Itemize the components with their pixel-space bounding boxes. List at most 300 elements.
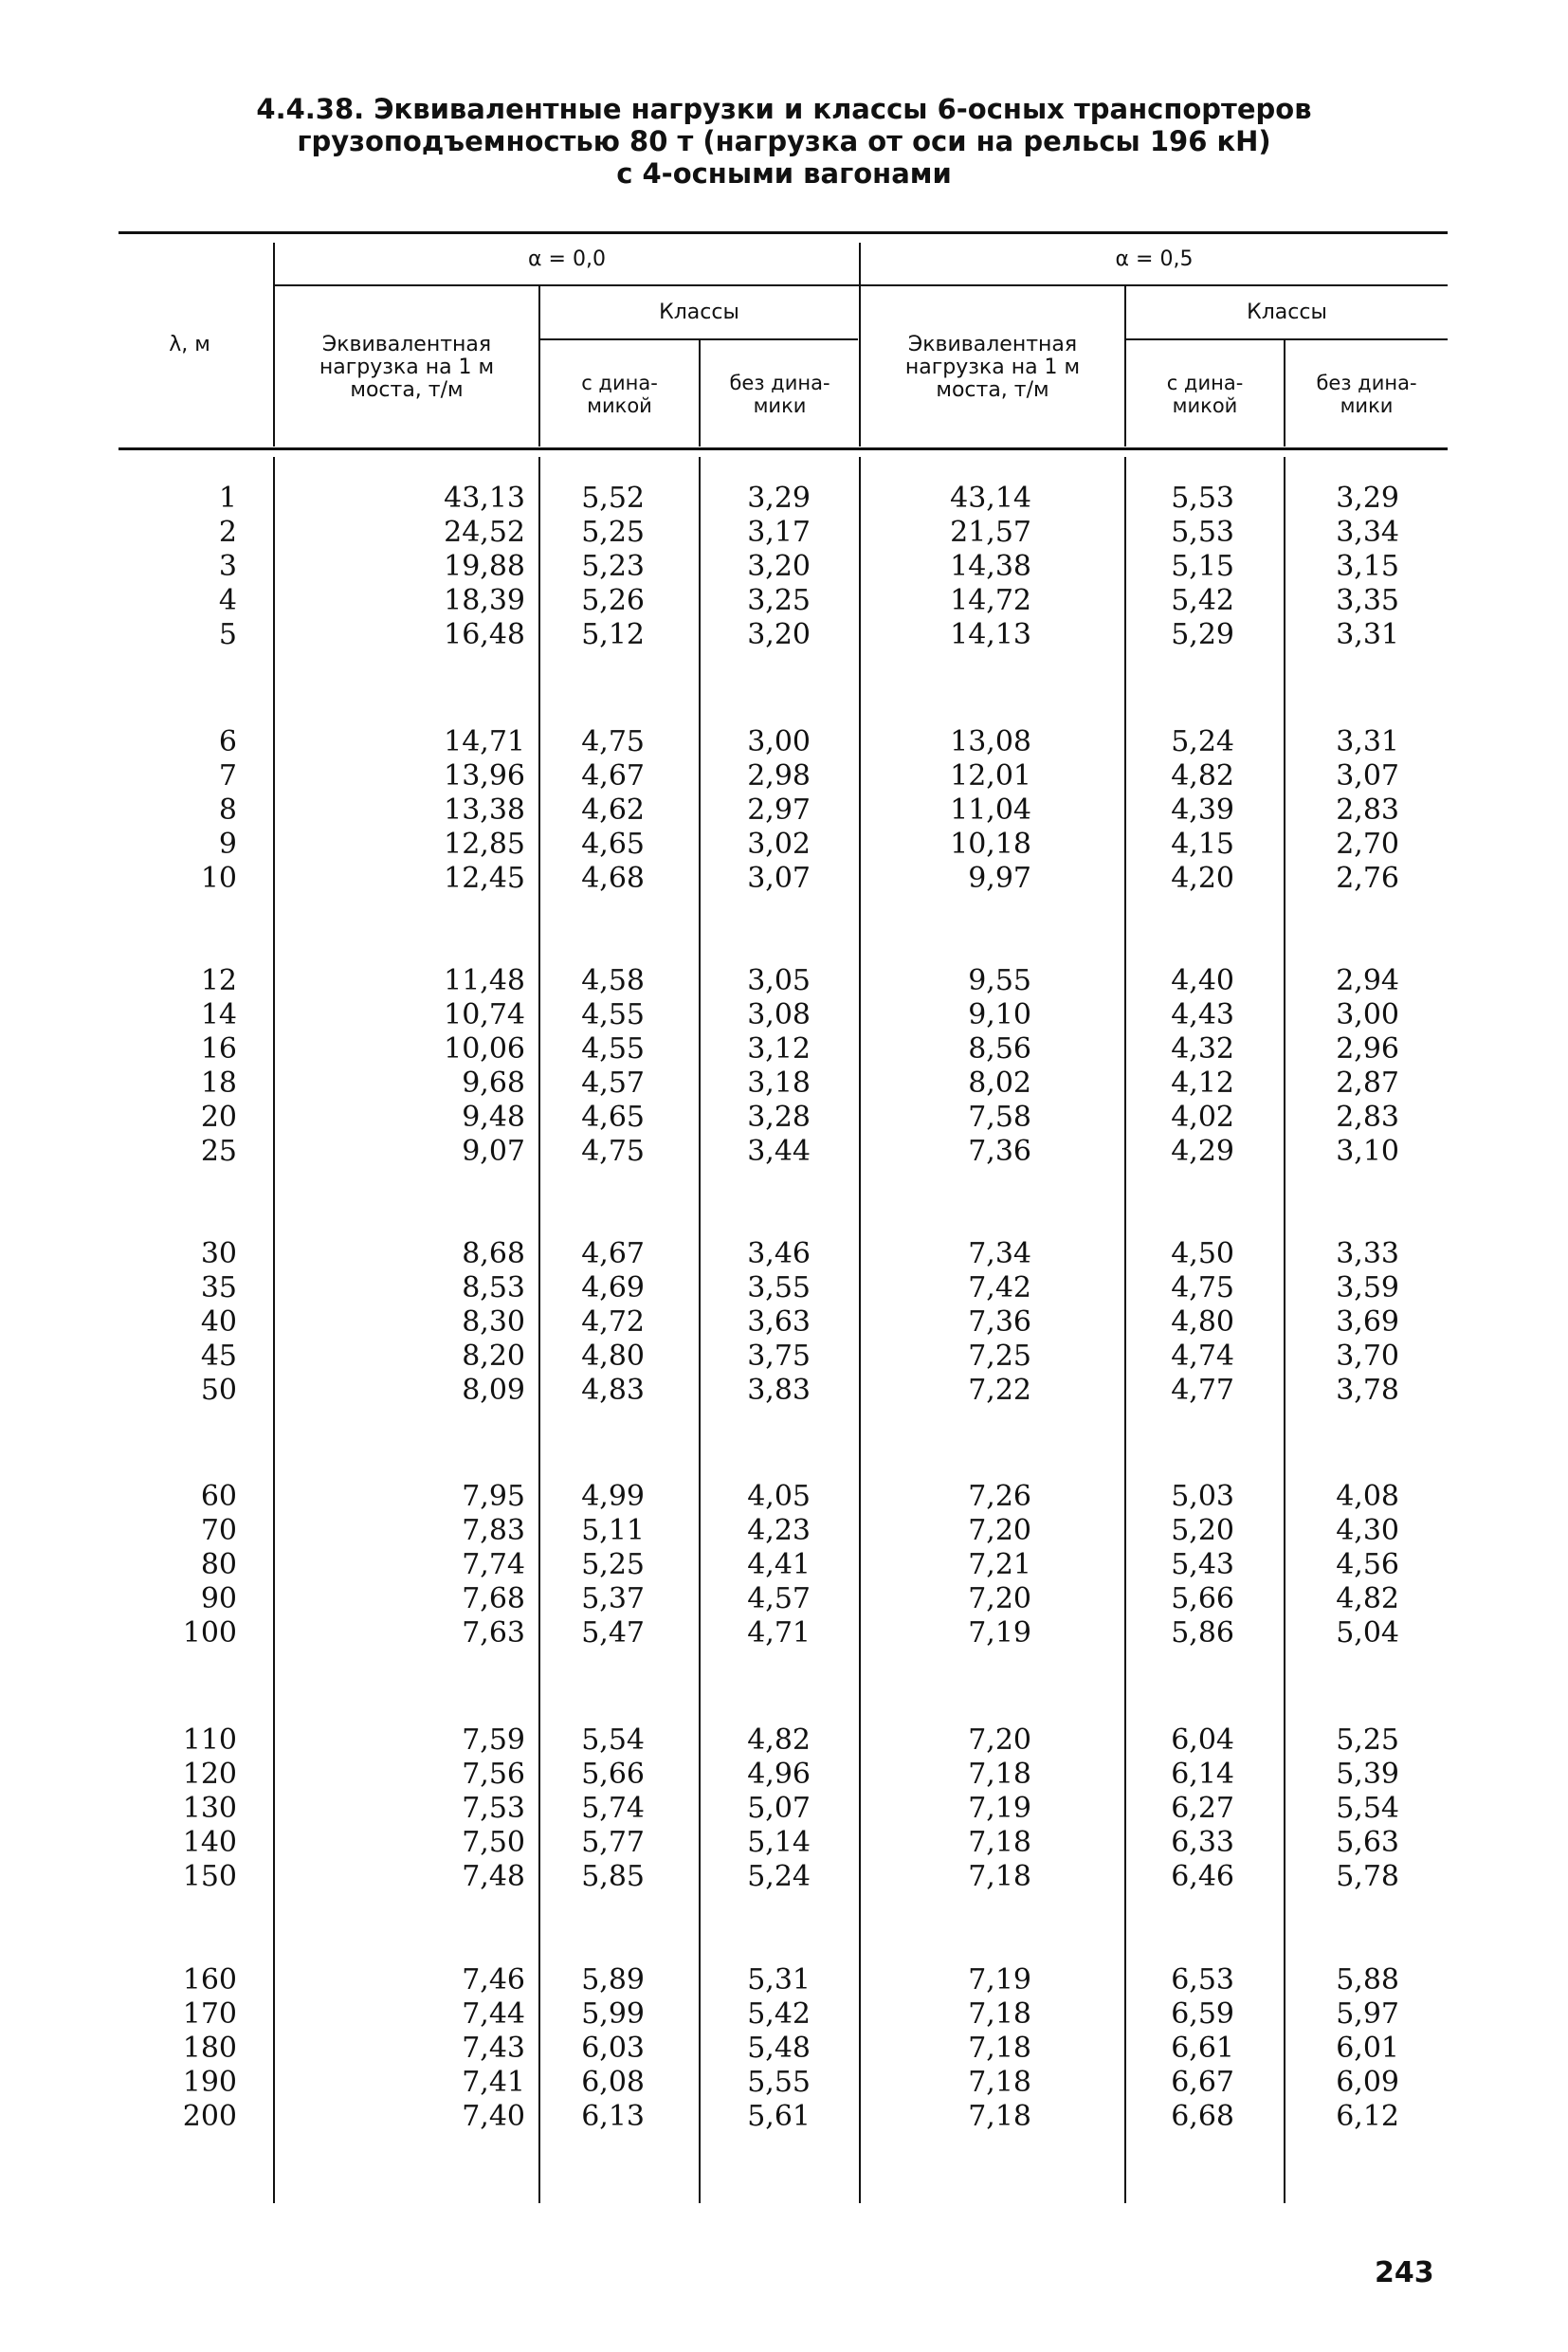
table-cell: 2,97 (747, 793, 811, 827)
table-cell: 190 (182, 2066, 237, 2099)
header-bottom-rule (119, 447, 1448, 450)
table-cell: 3,46 (747, 1237, 811, 1270)
nodyn-line-1: без дина- (1316, 372, 1417, 394)
table-cell: 8 (218, 793, 237, 827)
table-cell: 6,46 (1171, 1860, 1234, 1893)
table-cell: 7,18 (968, 2066, 1031, 2099)
table-cell: 4,72 (581, 1305, 645, 1339)
table-cell: 3,70 (1336, 1340, 1399, 1373)
table-row (0, 862, 1568, 896)
table-cell: 7,58 (968, 1101, 1031, 1134)
table-cell: 2 (218, 516, 237, 549)
equiv-line-1: Эквивалентная (321, 333, 492, 356)
table-cell: 2,83 (1336, 793, 1399, 827)
table-row (0, 1340, 1568, 1374)
table-cell: 3,07 (747, 862, 811, 895)
table-cell: 7,40 (462, 2100, 525, 2133)
header-dyn-a05 (1126, 372, 1284, 417)
table-row (0, 1616, 1568, 1650)
table-cell: 4,30 (1336, 1514, 1399, 1547)
table-row (0, 1548, 1568, 1582)
table-cell: 4,20 (1171, 862, 1234, 895)
table-cell: 11,04 (950, 793, 1031, 827)
table-cell: 14,71 (444, 725, 525, 758)
table-cell: 5,12 (581, 618, 645, 651)
table-row (0, 759, 1568, 793)
table-cell: 18,39 (444, 584, 525, 617)
table-cell: 2,76 (1336, 862, 1399, 895)
table-cell: 4,57 (747, 1582, 811, 1615)
table-cell: 170 (182, 1997, 237, 2031)
table-cell: 5,47 (581, 1616, 645, 1650)
table-row (0, 1723, 1568, 1758)
table-title (0, 93, 1568, 190)
table-cell: 4,23 (747, 1514, 811, 1547)
table-cell: 3,02 (747, 828, 811, 861)
table-cell: 7,83 (462, 1514, 525, 1547)
table-cell: 100 (182, 1616, 237, 1650)
table-cell: 43,13 (444, 482, 525, 515)
column-divider-1 (273, 243, 275, 447)
table-cell: 5,53 (1171, 482, 1234, 515)
header-alpha-05: α = 0,5 (1115, 247, 1194, 271)
table-row (0, 2100, 1568, 2134)
dyn-line-2: микой (587, 394, 652, 417)
table-cell: 90 (200, 1582, 237, 1615)
table-cell: 13,38 (444, 793, 525, 827)
table-cell: 3,78 (1336, 1374, 1399, 1407)
table-cell: 4,80 (581, 1340, 645, 1373)
table-cell: 5,03 (1171, 1480, 1234, 1513)
table-cell: 7,22 (968, 1374, 1031, 1407)
table-cell: 180 (182, 2032, 237, 2065)
table-cell: 3,29 (747, 482, 811, 515)
table-cell: 4,69 (581, 1271, 645, 1304)
table-cell: 3 (218, 550, 237, 583)
table-cell: 14,38 (950, 550, 1031, 583)
table-cell: 5,97 (1336, 1997, 1399, 2031)
table-cell: 3,00 (1336, 998, 1399, 1031)
table-cell: 7,42 (968, 1271, 1031, 1304)
table-row (0, 1826, 1568, 1860)
table-row (0, 1963, 1568, 1997)
table-cell: 5,74 (581, 1792, 645, 1825)
table-cell: 5,55 (747, 2066, 811, 2099)
table-cell: 5,25 (581, 1548, 645, 1581)
table-cell: 8,30 (462, 1305, 525, 1339)
table-cell: 7,44 (462, 1997, 525, 2031)
table-row (0, 1582, 1568, 1616)
equiv-line-3: моста, т/м (350, 378, 464, 402)
header-lambda: λ, м (169, 333, 210, 356)
table-cell: 2,70 (1336, 828, 1399, 861)
table-cell: 9,97 (968, 862, 1031, 895)
table-cell: 11,48 (444, 964, 525, 997)
table-cell: 7,18 (968, 1826, 1031, 1859)
table-cell: 7,59 (462, 1723, 525, 1757)
table-row (0, 1237, 1568, 1271)
table-cell: 10,18 (950, 828, 1031, 861)
equiv-line-3: моста, т/м (936, 378, 1049, 402)
table-cell: 12,01 (950, 759, 1031, 793)
table-cell: 60 (200, 1480, 237, 1513)
table-cell: 5,37 (581, 1582, 645, 1615)
table-cell: 3,05 (747, 964, 811, 997)
table-cell: 7,20 (968, 1514, 1031, 1547)
table-cell: 4,82 (747, 1723, 811, 1757)
table-cell: 4,65 (581, 1101, 645, 1134)
table-cell: 6,33 (1171, 1826, 1234, 1859)
table-cell: 4,56 (1336, 1548, 1399, 1581)
table-row (0, 1997, 1568, 2032)
header-nodyn-a0 (701, 372, 859, 417)
table-cell: 3,00 (747, 725, 811, 758)
table-cell: 4,12 (1171, 1067, 1234, 1100)
table-cell: 7,95 (462, 1480, 525, 1513)
table-cell: 4,68 (581, 862, 645, 895)
table-row (0, 1305, 1568, 1340)
table-cell: 9,48 (462, 1101, 525, 1134)
table-cell: 6,59 (1171, 1997, 1234, 2031)
table-row (0, 793, 1568, 828)
table-cell: 7,20 (968, 1582, 1031, 1615)
table-cell: 7,41 (462, 2066, 525, 2099)
table-cell: 7,20 (968, 1723, 1031, 1757)
table-cell: 130 (182, 1792, 237, 1825)
table-cell: 7,18 (968, 1860, 1031, 1893)
table-cell: 4,82 (1336, 1582, 1399, 1615)
table-row (0, 1480, 1568, 1514)
table-cell: 10 (200, 862, 237, 895)
table-cell: 6,08 (581, 2066, 645, 2099)
table-cell: 3,18 (747, 1067, 811, 1100)
table-cell: 2,87 (1336, 1067, 1399, 1100)
table-cell: 24,52 (444, 516, 525, 549)
table-cell: 6,12 (1336, 2100, 1399, 2133)
table-cell: 7,19 (968, 1792, 1031, 1825)
table-cell: 5,66 (581, 1758, 645, 1791)
table-cell: 14,13 (950, 618, 1031, 651)
table-cell: 45 (200, 1340, 237, 1373)
table-cell: 40 (200, 1305, 237, 1339)
table-cell: 5,66 (1171, 1582, 1234, 1615)
table-cell: 5,43 (1171, 1548, 1234, 1581)
table-cell: 25 (200, 1135, 237, 1168)
table-cell: 2,94 (1336, 964, 1399, 997)
table-row (0, 725, 1568, 759)
table-cell: 7,36 (968, 1305, 1031, 1339)
header-equiv-load-a05 (863, 334, 1122, 402)
table-cell: 3,33 (1336, 1237, 1399, 1270)
table-cell: 9,68 (462, 1067, 525, 1100)
nodyn-line-2: мики (753, 394, 807, 417)
table-cell: 5,63 (1336, 1826, 1399, 1859)
table-cell: 3,75 (747, 1340, 811, 1373)
table-row (0, 2066, 1568, 2100)
table-cell: 3,25 (747, 584, 811, 617)
table-cell: 5,15 (1171, 550, 1234, 583)
table-cell: 5,88 (1336, 1963, 1399, 1996)
table-cell: 2,96 (1336, 1032, 1399, 1066)
table-cell: 200 (182, 2100, 237, 2133)
table-cell: 6,61 (1171, 2032, 1234, 2065)
table-cell: 3,29 (1336, 482, 1399, 515)
table-cell: 3,83 (747, 1374, 811, 1407)
table-cell: 5,24 (747, 1860, 811, 1893)
table-cell: 6,13 (581, 2100, 645, 2133)
table-cell: 4,02 (1171, 1101, 1234, 1134)
table-cell: 7,21 (968, 1548, 1031, 1581)
table-cell: 20 (200, 1101, 237, 1134)
table-cell: 160 (182, 1963, 237, 1996)
page-number: 243 (1375, 2256, 1434, 2289)
alpha-subheader-rule (275, 284, 1448, 286)
table-cell: 4,15 (1171, 828, 1234, 861)
table-cell: 3,28 (747, 1101, 811, 1134)
table-cell: 4,43 (1171, 998, 1234, 1031)
table-cell: 4,82 (1171, 759, 1234, 793)
table-cell: 7,18 (968, 1997, 1031, 2031)
title-line-1: 4.4.38. Эквивалентные нагрузки и классы 6-осных транспортеров (256, 93, 1312, 125)
table-cell: 3,55 (747, 1271, 811, 1304)
table-cell: 12,85 (444, 828, 525, 861)
table-cell: 150 (182, 1860, 237, 1893)
table-row (0, 584, 1568, 618)
table-cell: 5,07 (747, 1792, 811, 1825)
table-cell: 9,07 (462, 1135, 525, 1168)
table-cell: 5,53 (1171, 516, 1234, 549)
table-cell: 7,56 (462, 1758, 525, 1791)
table-cell: 5,61 (747, 2100, 811, 2133)
table-cell: 4,99 (581, 1480, 645, 1513)
table-cell: 6,04 (1171, 1723, 1234, 1757)
table-cell: 7,26 (968, 1480, 1031, 1513)
table-cell: 4,55 (581, 1032, 645, 1066)
table-cell: 9,55 (968, 964, 1031, 997)
table-cell: 4,80 (1171, 1305, 1234, 1339)
table-cell: 5,11 (581, 1514, 645, 1547)
table-cell: 4,75 (1171, 1271, 1234, 1304)
table-cell: 9,10 (968, 998, 1031, 1031)
table-row (0, 964, 1568, 998)
table-cell: 19,88 (444, 550, 525, 583)
table-cell: 6,67 (1171, 2066, 1234, 2099)
table-cell: 5,24 (1171, 725, 1234, 758)
table-cell: 4,65 (581, 828, 645, 861)
table-cell: 7,18 (968, 1758, 1031, 1791)
table-row (0, 1101, 1568, 1135)
table-cell: 4,58 (581, 964, 645, 997)
table-cell: 3,35 (1336, 584, 1399, 617)
dyn-line-1: с дина- (1166, 372, 1244, 394)
table-cell: 5,52 (581, 482, 645, 515)
table-cell: 4,75 (581, 725, 645, 758)
table-cell: 6,09 (1336, 2066, 1399, 2099)
table-cell: 4,05 (747, 1480, 811, 1513)
table-cell: 7,63 (462, 1616, 525, 1650)
table-cell: 120 (182, 1758, 237, 1791)
table-row (0, 516, 1568, 550)
table-cell: 4,55 (581, 998, 645, 1031)
table-cell: 5,85 (581, 1860, 645, 1893)
table-cell: 5,48 (747, 2032, 811, 2065)
table-cell: 50 (200, 1374, 237, 1407)
table-cell: 4,67 (581, 1237, 645, 1270)
table-cell: 3,31 (1336, 618, 1399, 651)
table-cell: 5 (218, 618, 237, 651)
table-cell: 7,53 (462, 1792, 525, 1825)
table-cell: 21,57 (950, 516, 1031, 549)
table-cell: 8,53 (462, 1271, 525, 1304)
table-cell: 5,29 (1171, 618, 1234, 651)
table-row (0, 482, 1568, 516)
table-top-rule (119, 231, 1448, 234)
table-cell: 5,39 (1336, 1758, 1399, 1791)
table-cell: 12 (200, 964, 237, 997)
table-cell: 5,14 (747, 1826, 811, 1859)
table-cell: 7,18 (968, 2100, 1031, 2133)
equiv-line-1: Эквивалентная (907, 333, 1078, 356)
table-cell: 5,77 (581, 1826, 645, 1859)
table-cell: 4,57 (581, 1067, 645, 1100)
title-line-2: грузоподъемностью 80 т (нагрузка от оси на рельсы 196 кН) (297, 125, 1271, 157)
table-cell: 5,25 (581, 516, 645, 549)
header-dyn-a0 (540, 372, 699, 417)
table-cell: 70 (200, 1514, 237, 1547)
table-row (0, 1860, 1568, 1894)
table-cell: 3,69 (1336, 1305, 1399, 1339)
table-cell: 4,32 (1171, 1032, 1234, 1066)
table-cell: 7,36 (968, 1135, 1031, 1168)
table-cell: 6 (218, 725, 237, 758)
table-cell: 13,96 (444, 759, 525, 793)
table-cell: 5,04 (1336, 1616, 1399, 1650)
table-row (0, 1374, 1568, 1408)
table-cell: 3,15 (1336, 550, 1399, 583)
table-cell: 10,06 (444, 1032, 525, 1066)
table-cell: 14 (200, 998, 237, 1031)
table-cell: 110 (182, 1723, 237, 1757)
table-cell: 5,89 (581, 1963, 645, 1996)
table-row (0, 828, 1568, 862)
table-cell: 3,17 (747, 516, 811, 549)
dyn-line-2: микой (1172, 394, 1238, 417)
table-cell: 8,02 (968, 1067, 1031, 1100)
equiv-line-2: нагрузка на 1 м (904, 356, 1081, 379)
classes-subheader-rule-right (1126, 338, 1448, 340)
table-cell: 18 (200, 1067, 237, 1100)
table-cell: 7,74 (462, 1548, 525, 1581)
table-cell: 3,07 (1336, 759, 1399, 793)
table-cell: 5,54 (581, 1723, 645, 1757)
table-cell: 10,74 (444, 998, 525, 1031)
table-cell: 7,25 (968, 1340, 1031, 1373)
table-row (0, 2032, 1568, 2066)
table-cell: 8,09 (462, 1374, 525, 1407)
table-row (0, 618, 1568, 652)
table-cell: 8,20 (462, 1340, 525, 1373)
title-line-3: с 4-осными вагонами (616, 157, 952, 190)
nodyn-line-1: без дина- (729, 372, 830, 394)
table-cell: 6,27 (1171, 1792, 1234, 1825)
table-row (0, 1271, 1568, 1305)
table-cell: 5,26 (581, 584, 645, 617)
table-cell: 6,53 (1171, 1963, 1234, 1996)
table-cell: 3,10 (1336, 1135, 1399, 1168)
table-cell: 5,23 (581, 550, 645, 583)
table-cell: 3,34 (1336, 516, 1399, 549)
table-cell: 4,40 (1171, 964, 1234, 997)
table-cell: 5,25 (1336, 1723, 1399, 1757)
table-cell: 5,20 (1171, 1514, 1234, 1547)
table-cell: 30 (200, 1237, 237, 1270)
table-cell: 8,56 (968, 1032, 1031, 1066)
table-cell: 140 (182, 1826, 237, 1859)
table-row (0, 1514, 1568, 1548)
table-cell: 7,34 (968, 1237, 1031, 1270)
table-cell: 6,14 (1171, 1758, 1234, 1791)
table-cell: 7,46 (462, 1963, 525, 1996)
table-cell: 6,03 (581, 2032, 645, 2065)
header-equiv-load-a0 (277, 334, 537, 402)
table-row (0, 1067, 1568, 1101)
table-cell: 6,68 (1171, 2100, 1234, 2133)
table-cell: 5,42 (747, 1997, 811, 2031)
table-row (0, 998, 1568, 1032)
table-cell: 2,98 (747, 759, 811, 793)
table-cell: 7,50 (462, 1826, 525, 1859)
dyn-line-1: с дина- (581, 372, 658, 394)
table-cell: 3,63 (747, 1305, 811, 1339)
table-cell: 8,68 (462, 1237, 525, 1270)
table-cell: 12,45 (444, 862, 525, 895)
table-row (0, 1792, 1568, 1826)
table-cell: 7,43 (462, 2032, 525, 2065)
table-cell: 7,18 (968, 2032, 1031, 2065)
table-cell: 5,99 (581, 1997, 645, 2031)
table-cell: 4,08 (1336, 1480, 1399, 1513)
table-row (0, 550, 1568, 584)
table-cell: 7 (218, 759, 237, 793)
table-cell: 4,77 (1171, 1374, 1234, 1407)
table-cell: 1 (218, 482, 237, 515)
table-cell: 7,19 (968, 1963, 1031, 1996)
table-cell: 5,54 (1336, 1792, 1399, 1825)
column-divider-4 (859, 243, 861, 447)
table-cell: 4,96 (747, 1758, 811, 1791)
table-cell: 4,67 (581, 759, 645, 793)
table-cell: 3,12 (747, 1032, 811, 1066)
table-cell: 43,14 (950, 482, 1031, 515)
table-row (0, 1032, 1568, 1067)
table-cell: 16,48 (444, 618, 525, 651)
table-cell: 4,83 (581, 1374, 645, 1407)
table-cell: 4 (218, 584, 237, 617)
table-cell: 4,75 (581, 1135, 645, 1168)
table-cell: 2,83 (1336, 1101, 1399, 1134)
table-row (0, 1758, 1568, 1792)
table-cell: 4,29 (1171, 1135, 1234, 1168)
table-cell: 16 (200, 1032, 237, 1066)
equiv-line-2: нагрузка на 1 м (319, 356, 495, 379)
table-cell: 3,44 (747, 1135, 811, 1168)
header-classes-a05: Классы (1247, 301, 1327, 324)
header-alpha-0: α = 0,0 (528, 247, 606, 271)
table-cell: 14,72 (950, 584, 1031, 617)
table-cell: 13,08 (950, 725, 1031, 758)
table-cell: 4,39 (1171, 793, 1234, 827)
table-cell: 4,71 (747, 1616, 811, 1650)
